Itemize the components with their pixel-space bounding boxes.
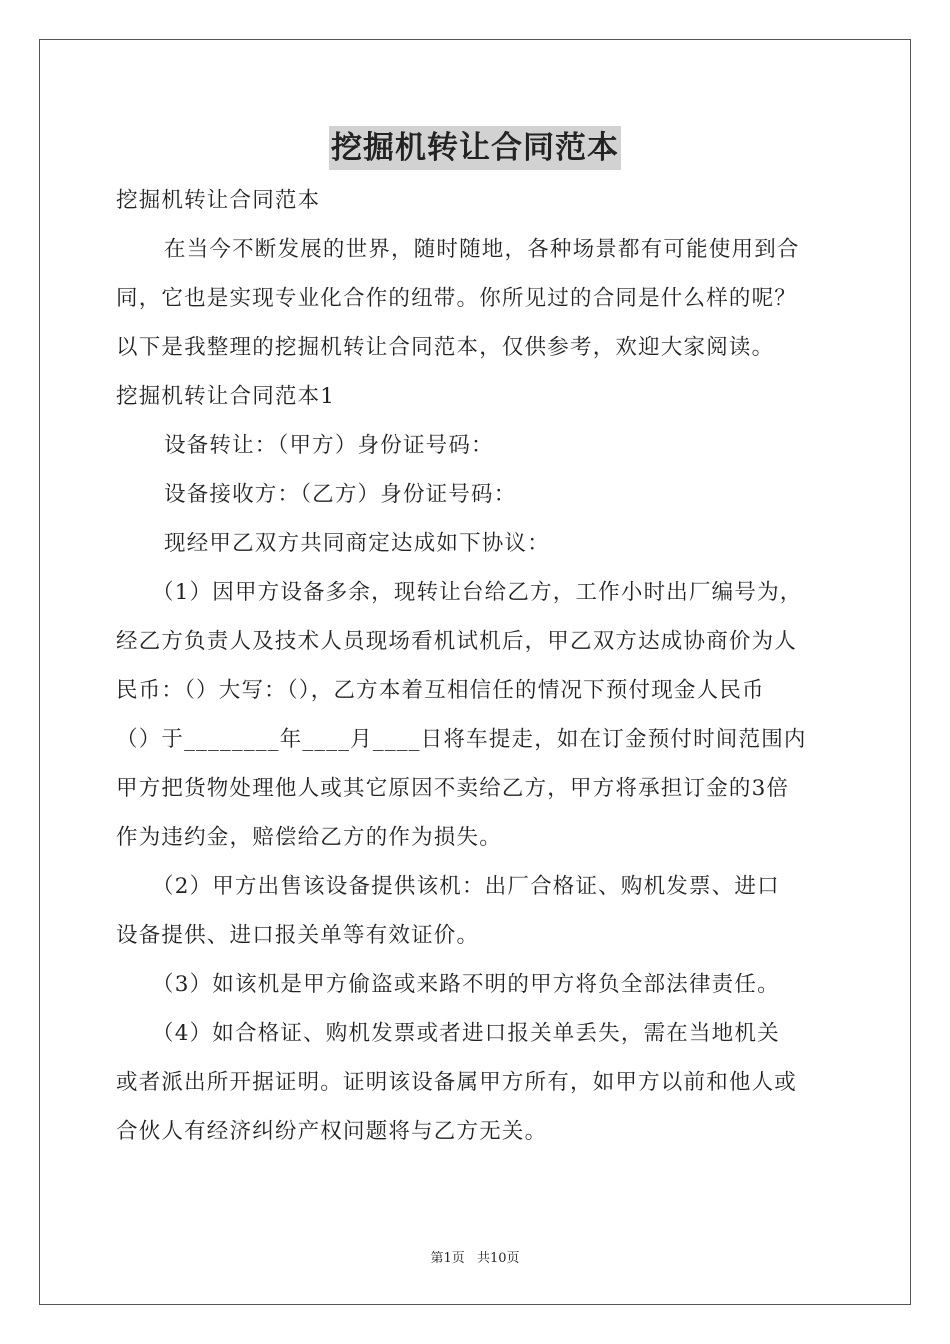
clause-line: （1）因甲方设备多余，现转让台给乙方，工作小时出厂编号为， <box>152 580 803 605</box>
paragraph-line: 现经甲乙双方共同商定达成如下协议： <box>164 531 550 556</box>
paragraph-line: 设备转让：（甲方）身份证号码： <box>164 433 494 458</box>
document-body <box>116 176 836 1156</box>
paragraph-line: 在当今不断发展的世界，随时随地，各种场景都有可能使用到合 <box>164 237 800 262</box>
subtitle-line: 挖掘机转让合同范本 <box>116 188 321 213</box>
clause-line: 民币：（）大写：（），乙方本着互相信任的情况下预付现金人民币 <box>116 678 765 703</box>
page-footer <box>0 1247 950 1266</box>
clause-line: 合伙人有经济纠纷产权问题将与乙方无关。 <box>116 1119 548 1144</box>
paragraph-line: 同，它也是实现专业化合作的纽带。你所见过的合同是什么样的呢？ <box>116 286 798 311</box>
paragraph-line: 以下是我整理的挖掘机转让合同范本，仅供参考，欢迎大家阅读。 <box>116 335 775 360</box>
title-wrap <box>0 126 950 170</box>
paragraph-line: 设备接收方：（乙方）身份证号码： <box>164 482 517 507</box>
clause-line: （2）甲方出售该设备提供该机：出厂合格证、购机发票、进口 <box>152 874 780 899</box>
clause-line: （3）如该机是甲方偷盗或来路不明的甲方将负全部法律责任。 <box>152 972 780 997</box>
clause-line: 作为违约金，赔偿给乙方的作为损失。 <box>116 825 502 850</box>
clause-line: （）于________年____月____日将车提走，如在订金预付时间范围内 <box>116 727 807 752</box>
document-title: 挖掘机转让合同范本 <box>329 126 621 170</box>
clause-line: 或者派出所开据证明。证明该设备属甲方所有，如甲方以前和他人或 <box>116 1070 798 1095</box>
clause-line: （4）如合格证、购机发票或者进口报关单丢失，需在当地机关 <box>152 1021 780 1046</box>
clause-line: 甲方把货物处理他人或其它原因不卖给乙方，甲方将承担订金的3倍 <box>116 776 790 801</box>
clause-line: 设备提供、进口报关单等有效证价。 <box>116 923 480 948</box>
section-heading: 挖掘机转让合同范本1 <box>116 384 336 409</box>
clause-line: 经乙方负责人及技术人员现场看机试机后，甲乙双方达成协商价为人 <box>116 629 798 654</box>
page-total: 共10页 <box>476 1251 520 1266</box>
page-number: 第1页 <box>430 1251 465 1266</box>
